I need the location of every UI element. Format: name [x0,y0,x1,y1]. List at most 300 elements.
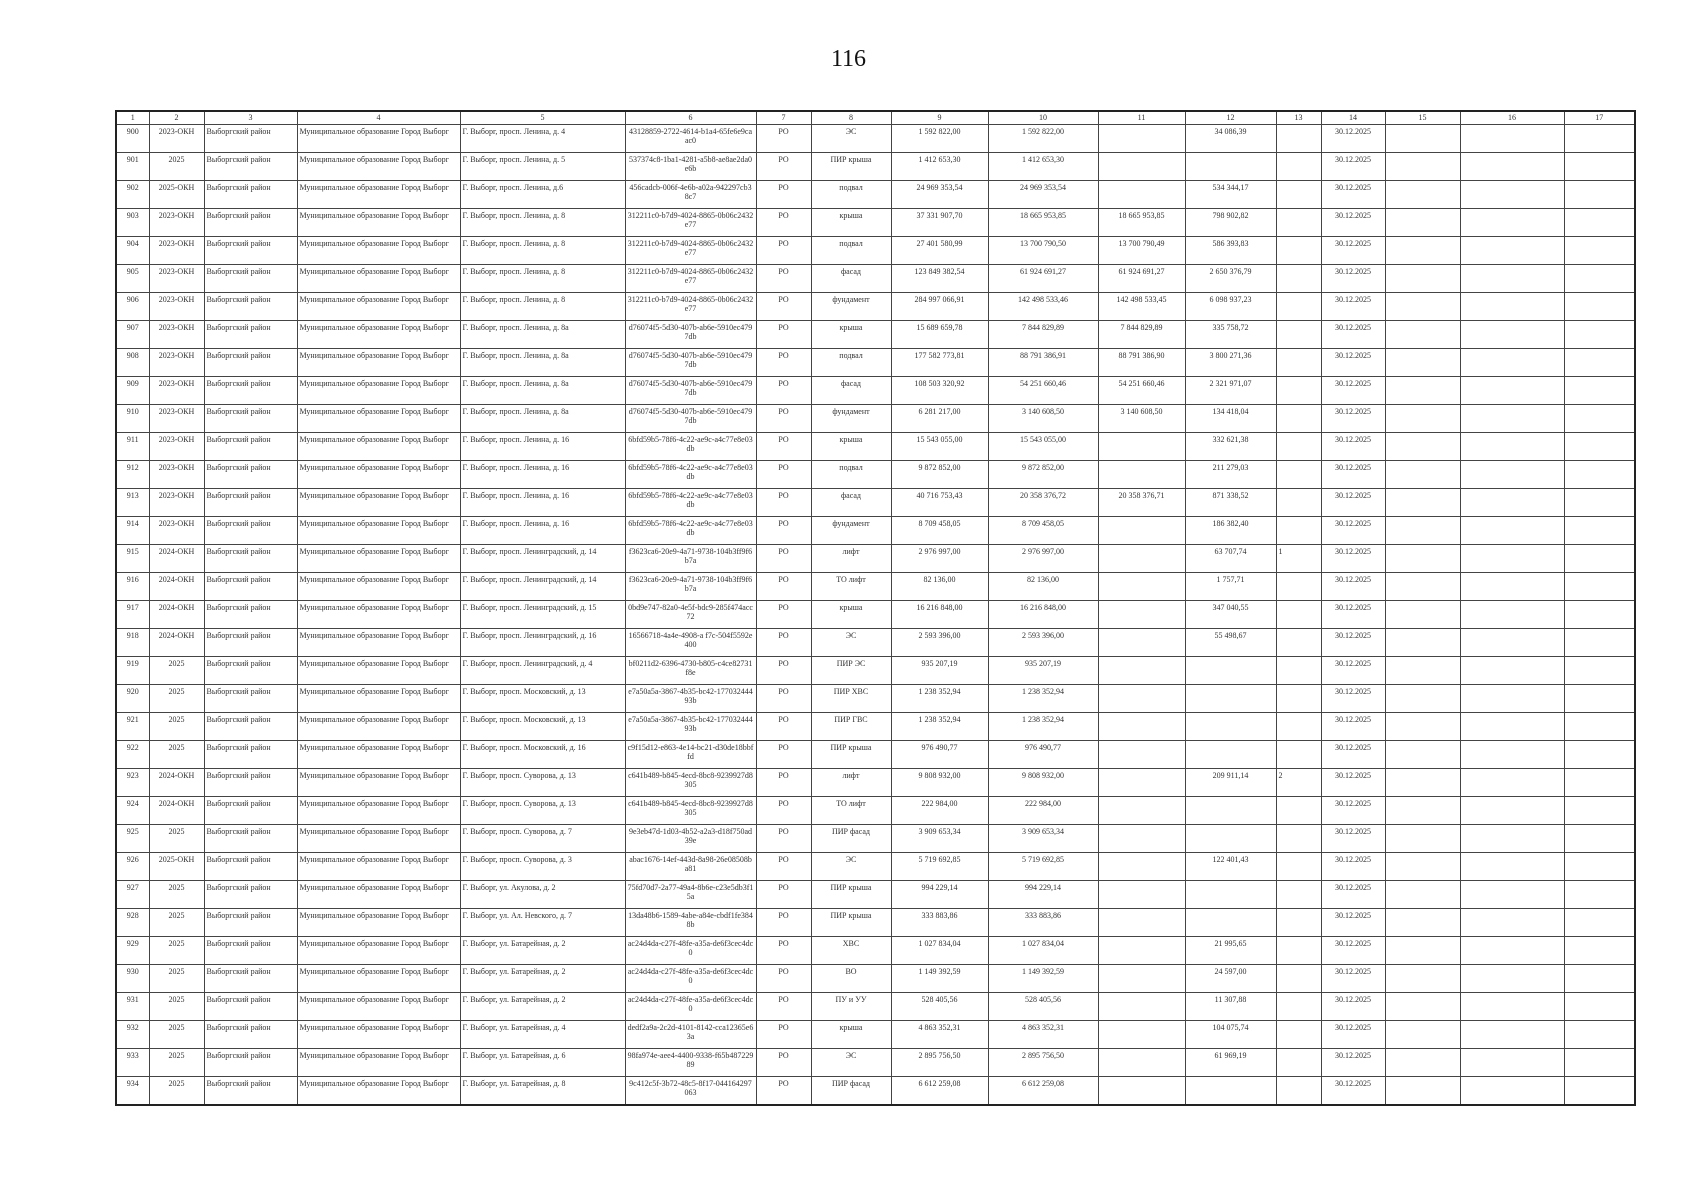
cell-municipality: Муниципальное образование Город Выборг [297,1049,460,1077]
cell-row-number: 927 [116,881,149,909]
cell-total-cost: 6 281 217,00 [891,405,988,433]
cell-district: Выборгский район [204,825,297,853]
cell-cost-other [1098,909,1185,937]
cell-cost-fund: 16 216 848,00 [988,601,1098,629]
cell-executor: РО [756,349,811,377]
cell-col-15 [1385,1021,1460,1049]
cell-address: Г. Выборг, просп. Ленина, д.6 [460,181,625,209]
cell-col-15 [1385,433,1460,461]
cell-col-15 [1385,209,1460,237]
cell-program-year: 2024-ОКН [149,545,204,573]
cell-deadline: 30.12.2025 [1321,937,1385,965]
cell-cost-control: 122 401,43 [1185,853,1276,881]
cell-row-number: 900 [116,125,149,153]
cell-house-guid: 16566718-4a4e-4908-a f7c-504f5592e400 [625,629,756,657]
cell-col-16 [1460,685,1564,713]
cell-program-year: 2023-ОКН [149,461,204,489]
cell-col-17 [1564,545,1635,573]
cell-row-number: 914 [116,517,149,545]
table-row [116,909,1635,937]
cell-program-year: 2025 [149,993,204,1021]
cell-count [1276,825,1321,853]
cell-col-17 [1564,1021,1635,1049]
cell-col-15 [1385,237,1460,265]
cell-cost-control: 332 621,38 [1185,433,1276,461]
cell-cost-control [1185,797,1276,825]
table-row [116,433,1635,461]
cell-col-17 [1564,321,1635,349]
cell-count [1276,909,1321,937]
cell-municipality: Муниципальное образование Город Выборг [297,405,460,433]
cell-col-15 [1385,993,1460,1021]
cell-program-year: 2025 [149,909,204,937]
cell-work-type: ПИР ЭС [811,657,891,685]
cell-work-type: ПУ и УУ [811,993,891,1021]
table-row [116,125,1635,153]
cell-executor: РО [756,573,811,601]
cell-address: Г. Выборг, просп. Суворова, д. 3 [460,853,625,881]
cell-cost-fund: 142 498 533,46 [988,293,1098,321]
cell-address: Г. Выборг, просп. Ленина, д. 8 [460,265,625,293]
cell-col-16 [1460,209,1564,237]
cell-municipality: Муниципальное образование Город Выборг [297,1021,460,1049]
cell-executor: РО [756,965,811,993]
cell-total-cost: 1 412 653,30 [891,153,988,181]
cell-district: Выборгский район [204,461,297,489]
cell-executor: РО [756,153,811,181]
cell-district: Выборгский район [204,937,297,965]
cell-district: Выборгский район [204,153,297,181]
table-row [116,209,1635,237]
cell-executor: РО [756,993,811,1021]
cell-col-17 [1564,713,1635,741]
cell-house-guid: f3623ca6-20e9-4a71-9738-104b3ff9f6b7a [625,573,756,601]
cell-executor: РО [756,1021,811,1049]
cell-work-type: крыша [811,209,891,237]
cell-cost-fund: 1 149 392,59 [988,965,1098,993]
cell-executor: РО [756,293,811,321]
cell-executor: РО [756,265,811,293]
cell-house-guid: d76074f5-5d30-407b-ab6e-5910ec4797db [625,349,756,377]
cell-municipality: Муниципальное образование Город Выборг [297,853,460,881]
cell-col-16 [1460,853,1564,881]
cell-col-16 [1460,993,1564,1021]
cell-total-cost: 935 207,19 [891,657,988,685]
cell-row-number: 918 [116,629,149,657]
cell-col-16 [1460,881,1564,909]
cell-count [1276,125,1321,153]
cell-district: Выборгский район [204,881,297,909]
cell-count [1276,853,1321,881]
cell-deadline: 30.12.2025 [1321,237,1385,265]
cell-total-cost: 3 909 653,34 [891,825,988,853]
cell-deadline: 30.12.2025 [1321,1077,1385,1106]
cell-work-type: крыша [811,433,891,461]
cell-house-guid: 0bd9e747-82a0-4e5f-bdc9-285f474acc72 [625,601,756,629]
cell-col-15 [1385,741,1460,769]
cell-municipality: Муниципальное образование Город Выборг [297,517,460,545]
cell-program-year: 2023-ОКН [149,433,204,461]
cell-cost-control [1185,741,1276,769]
cell-row-number: 928 [116,909,149,937]
cell-executor: РО [756,853,811,881]
cell-district: Выборгский район [204,517,297,545]
cell-municipality: Муниципальное образование Город Выборг [297,713,460,741]
cell-row-number: 926 [116,853,149,881]
cell-count [1276,965,1321,993]
cell-house-guid: 6bfd59b5-78f6-4c22-ae9c-a4c77e8e03db [625,461,756,489]
cell-cost-other: 61 924 691,27 [1098,265,1185,293]
cell-municipality: Муниципальное образование Город Выборг [297,629,460,657]
cell-col-15 [1385,797,1460,825]
cell-col-15 [1385,657,1460,685]
cell-executor: РО [756,797,811,825]
cell-deadline: 30.12.2025 [1321,629,1385,657]
cell-total-cost: 4 863 352,31 [891,1021,988,1049]
cell-program-year: 2023-ОКН [149,405,204,433]
cell-total-cost: 27 401 580,99 [891,237,988,265]
cell-col-17 [1564,573,1635,601]
cell-total-cost: 2 593 396,00 [891,629,988,657]
cell-col-16 [1460,517,1564,545]
cell-row-number: 905 [116,265,149,293]
cell-count [1276,1049,1321,1077]
cell-total-cost: 123 849 382,54 [891,265,988,293]
cell-count [1276,489,1321,517]
cell-cost-control: 24 597,00 [1185,965,1276,993]
cell-cost-fund: 9 808 932,00 [988,769,1098,797]
cell-cost-control: 34 086,39 [1185,125,1276,153]
cell-col-16 [1460,713,1564,741]
cell-col-15 [1385,937,1460,965]
register-table [115,110,1636,1106]
page-number: 116 [830,46,867,72]
table-row [116,237,1635,265]
cell-count [1276,713,1321,741]
cell-municipality: Муниципальное образование Город Выборг [297,293,460,321]
cell-house-guid: 9c412c5f-3b72-48c5-8f17-044164297063 [625,1077,756,1106]
cell-cost-other [1098,601,1185,629]
cell-total-cost: 9 808 932,00 [891,769,988,797]
cell-house-guid: 9e3eb47d-1d03-4b52-a2a3-d18f750ad39e [625,825,756,853]
cell-total-cost: 82 136,00 [891,573,988,601]
cell-count [1276,181,1321,209]
cell-count [1276,293,1321,321]
cell-cost-control [1185,909,1276,937]
cell-district: Выборгский район [204,797,297,825]
cell-executor: РО [756,461,811,489]
cell-row-number: 908 [116,349,149,377]
cell-work-type: ПИР ХВС [811,685,891,713]
cell-col-15 [1385,153,1460,181]
cell-deadline: 30.12.2025 [1321,965,1385,993]
cell-program-year: 2023-ОКН [149,209,204,237]
cell-col-16 [1460,1077,1564,1106]
cell-row-number: 922 [116,741,149,769]
table-row [116,797,1635,825]
cell-program-year: 2024-ОКН [149,573,204,601]
table-row [116,153,1635,181]
cell-house-guid: 6bfd59b5-78f6-4c22-ae9c-a4c77e8e03db [625,433,756,461]
cell-col-16 [1460,629,1564,657]
cell-municipality: Муниципальное образование Город Выборг [297,433,460,461]
cell-cost-other [1098,769,1185,797]
cell-work-type: фасад [811,265,891,293]
cell-district: Выборгский район [204,377,297,405]
cell-deadline: 30.12.2025 [1321,181,1385,209]
cell-cost-fund: 8 709 458,05 [988,517,1098,545]
cell-col-15 [1385,601,1460,629]
cell-address: Г. Выборг, ул. Батарейная, д. 2 [460,993,625,1021]
cell-program-year: 2025 [149,881,204,909]
cell-col-17 [1564,853,1635,881]
cell-cost-fund: 1 238 352,94 [988,713,1098,741]
cell-deadline: 30.12.2025 [1321,741,1385,769]
cell-row-number: 907 [116,321,149,349]
cell-col-17 [1564,909,1635,937]
cell-col-16 [1460,321,1564,349]
cell-deadline: 30.12.2025 [1321,685,1385,713]
cell-cost-other: 88 791 386,90 [1098,349,1185,377]
cell-cost-other [1098,433,1185,461]
cell-cost-fund: 935 207,19 [988,657,1098,685]
cell-district: Выборгский район [204,657,297,685]
cell-total-cost: 15 543 055,00 [891,433,988,461]
cell-cost-fund: 24 969 353,54 [988,181,1098,209]
cell-col-17 [1564,153,1635,181]
cell-count [1276,1021,1321,1049]
cell-cost-other [1098,713,1185,741]
cell-col-16 [1460,293,1564,321]
cell-municipality: Муниципальное образование Город Выборг [297,209,460,237]
cell-deadline: 30.12.2025 [1321,293,1385,321]
column-header-7: 7 [756,111,811,125]
cell-col-17 [1564,181,1635,209]
cell-cost-other: 7 844 829,89 [1098,321,1185,349]
cell-address: Г. Выборг, просп. Ленина, д. 8а [460,349,625,377]
cell-count [1276,629,1321,657]
cell-district: Выборгский район [204,405,297,433]
cell-municipality: Муниципальное образование Город Выборг [297,153,460,181]
cell-cost-fund: 333 883,86 [988,909,1098,937]
cell-district: Выборгский район [204,685,297,713]
cell-row-number: 923 [116,769,149,797]
cell-address: Г. Выборг, просп. Ленина, д. 8 [460,293,625,321]
cell-work-type: лифт [811,769,891,797]
cell-house-guid: dedf2a9a-2c2d-4101-8142-cca12365e63a [625,1021,756,1049]
cell-col-15 [1385,517,1460,545]
cell-cost-other: 142 498 533,45 [1098,293,1185,321]
cell-cost-fund: 6 612 259,08 [988,1077,1098,1106]
cell-executor: РО [756,1077,811,1106]
cell-program-year: 2023-ОКН [149,237,204,265]
cell-row-number: 917 [116,601,149,629]
cell-col-15 [1385,909,1460,937]
cell-house-guid: c641b489-b845-4ecd-8bc8-9239927d8305 [625,769,756,797]
cell-cost-other: 3 140 608,50 [1098,405,1185,433]
cell-total-cost: 528 405,56 [891,993,988,1021]
cell-col-16 [1460,797,1564,825]
cell-count [1276,517,1321,545]
cell-program-year: 2024-ОКН [149,601,204,629]
cell-row-number: 933 [116,1049,149,1077]
cell-count [1276,797,1321,825]
cell-cost-control: 6 098 937,23 [1185,293,1276,321]
cell-program-year: 2023-ОКН [149,517,204,545]
cell-total-cost: 37 331 907,70 [891,209,988,237]
table-row [116,349,1635,377]
cell-cost-other [1098,1077,1185,1106]
column-header-4: 4 [297,111,460,125]
cell-col-17 [1564,405,1635,433]
cell-col-15 [1385,125,1460,153]
cell-count [1276,209,1321,237]
cell-cost-fund: 1 412 653,30 [988,153,1098,181]
cell-cost-control [1185,713,1276,741]
cell-executor: РО [756,629,811,657]
cell-row-number: 929 [116,937,149,965]
cell-count [1276,377,1321,405]
cell-work-type: ЭС [811,1049,891,1077]
cell-col-17 [1564,433,1635,461]
cell-deadline: 30.12.2025 [1321,657,1385,685]
cell-col-16 [1460,573,1564,601]
cell-col-15 [1385,293,1460,321]
cell-address: Г. Выборг, ул. Батарейная, д. 8 [460,1077,625,1106]
cell-cost-other [1098,1049,1185,1077]
column-header-1: 1 [116,111,149,125]
cell-count [1276,601,1321,629]
cell-executor: РО [756,517,811,545]
cell-col-17 [1564,769,1635,797]
cell-program-year: 2025 [149,1077,204,1106]
cell-cost-control: 134 418,04 [1185,405,1276,433]
cell-row-number: 909 [116,377,149,405]
cell-address: Г. Выборг, просп. Ленина, д. 8а [460,321,625,349]
cell-municipality: Муниципальное образование Город Выборг [297,909,460,937]
cell-executor: РО [756,937,811,965]
cell-col-16 [1460,125,1564,153]
cell-municipality: Муниципальное образование Город Выборг [297,1077,460,1106]
cell-col-15 [1385,321,1460,349]
cell-executor: РО [756,377,811,405]
cell-col-17 [1564,209,1635,237]
cell-program-year: 2024-ОКН [149,629,204,657]
cell-cost-fund: 61 924 691,27 [988,265,1098,293]
cell-cost-other [1098,181,1185,209]
cell-total-cost: 1 592 822,00 [891,125,988,153]
cell-total-cost: 1 238 352,94 [891,685,988,713]
cell-col-17 [1564,685,1635,713]
cell-house-guid: e7a50a5a-3867-4b35-bc42-17703244493b [625,713,756,741]
cell-row-number: 934 [116,1077,149,1106]
cell-cost-control: 2 650 376,79 [1185,265,1276,293]
table-row [116,769,1635,797]
cell-total-cost: 222 984,00 [891,797,988,825]
cell-house-guid: d76074f5-5d30-407b-ab6e-5910ec4797db [625,377,756,405]
cell-deadline: 30.12.2025 [1321,461,1385,489]
cell-col-17 [1564,741,1635,769]
cell-program-year: 2024-ОКН [149,797,204,825]
cell-district: Выборгский район [204,629,297,657]
cell-district: Выборгский район [204,489,297,517]
table-row [116,405,1635,433]
cell-work-type: фундамент [811,517,891,545]
cell-cost-other [1098,461,1185,489]
cell-total-cost: 40 716 753,43 [891,489,988,517]
column-header-2: 2 [149,111,204,125]
table-row [116,713,1635,741]
cell-municipality: Муниципальное образование Город Выборг [297,741,460,769]
cell-cost-fund: 54 251 660,46 [988,377,1098,405]
cell-cost-other [1098,685,1185,713]
table-row [116,657,1635,685]
cell-row-number: 913 [116,489,149,517]
cell-cost-control [1185,825,1276,853]
cell-program-year: 2025 [149,741,204,769]
cell-program-year: 2025 [149,1049,204,1077]
cell-address: Г. Выборг, просп. Ленина, д. 8а [460,405,625,433]
cell-col-17 [1564,825,1635,853]
cell-row-number: 902 [116,181,149,209]
table-row [116,685,1635,713]
cell-program-year: 2023-ОКН [149,125,204,153]
table-header [116,111,1635,125]
cell-district: Выборгский район [204,321,297,349]
cell-work-type: фасад [811,377,891,405]
cell-deadline: 30.12.2025 [1321,377,1385,405]
cell-col-16 [1460,937,1564,965]
cell-cost-other [1098,125,1185,153]
cell-cost-control [1185,153,1276,181]
cell-work-type: ХВС [811,937,891,965]
cell-municipality: Муниципальное образование Город Выборг [297,489,460,517]
cell-total-cost: 9 872 852,00 [891,461,988,489]
cell-col-16 [1460,153,1564,181]
cell-deadline: 30.12.2025 [1321,797,1385,825]
cell-district: Выборгский район [204,181,297,209]
cell-district: Выборгский район [204,713,297,741]
cell-col-16 [1460,601,1564,629]
cell-cost-fund: 20 358 376,72 [988,489,1098,517]
cell-col-17 [1564,629,1635,657]
cell-cost-control: 3 800 271,36 [1185,349,1276,377]
cell-house-guid: 537374c8-1ba1-4281-a5b8-ae8ae2da0e6b [625,153,756,181]
cell-cost-other [1098,937,1185,965]
cell-deadline: 30.12.2025 [1321,405,1385,433]
cell-col-15 [1385,1077,1460,1106]
cell-deadline: 30.12.2025 [1321,909,1385,937]
cell-count [1276,573,1321,601]
cell-municipality: Муниципальное образование Город Выборг [297,545,460,573]
cell-col-15 [1385,181,1460,209]
cell-row-number: 924 [116,797,149,825]
cell-executor: РО [756,909,811,937]
cell-address: Г. Выборг, ул. Батарейная, д. 6 [460,1049,625,1077]
table-row [116,181,1635,209]
cell-cost-control: 586 393,83 [1185,237,1276,265]
cell-work-type: фундамент [811,293,891,321]
cell-cost-other [1098,153,1185,181]
table-row [116,965,1635,993]
cell-work-type: ПИР крыша [811,909,891,937]
cell-cost-control [1185,657,1276,685]
table-row [116,461,1635,489]
cell-work-type: ЭС [811,853,891,881]
cell-cost-control: 347 040,55 [1185,601,1276,629]
cell-program-year: 2023-ОКН [149,321,204,349]
cell-total-cost: 2 895 756,50 [891,1049,988,1077]
